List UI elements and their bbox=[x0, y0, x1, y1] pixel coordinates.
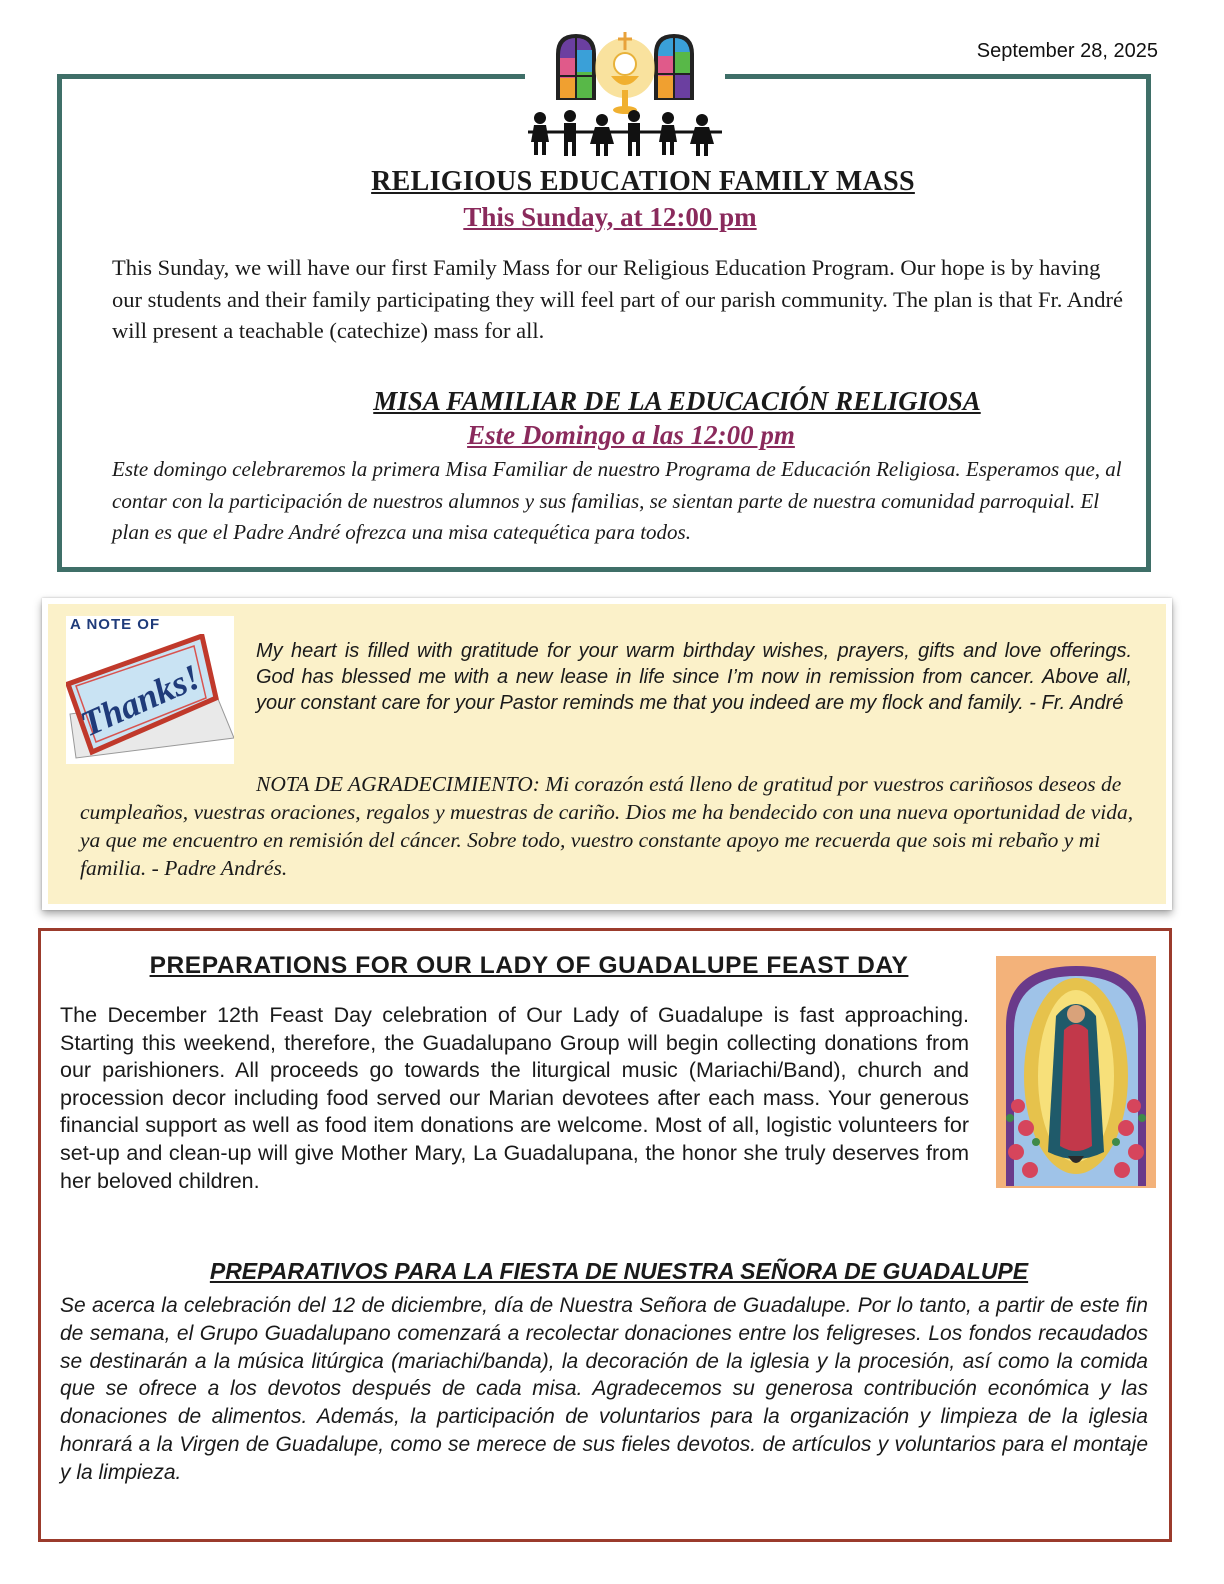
thanks-card-script: Thanks! bbox=[74, 656, 207, 745]
our-lady-of-guadalupe-image bbox=[996, 956, 1156, 1188]
guadalupe-body-en: The December 12th Feast Day celebration of Our Lady of Guadalupe is fast approaching. Starting this weekend, therefore, the Guadalupano Group will begin collecting donations from our parishioners. All proceeds go towards the liturgical music (Mariachi/Band), church and procession decor including food served our Marian devotees after each mass. Your generous financial support as well as food item donations are welcome. Most of all, logistic volunteers for set-up and clean-up will give Mother Mary, La Guadalupana, the honor she truly deserves from her beloved children. bbox=[60, 1003, 969, 1193]
thanks-note-body-en: My heart is filled with gratitude for your warm birthday wishes, prayers, gifts and love offerings. God has blessed me with a new lease in life since I’m now in remission from cancer. Above all, your constant care for your Pastor reminds me that you indeed are my flock and family. - Fr. André bbox=[256, 640, 1132, 714]
guadalupe-title-en: PREPARATIONS FOR OUR LADY OF GUADALUPE FEAST DAY bbox=[149, 952, 909, 979]
family-mass-time: This Sunday, at 12:00 pm bbox=[463, 202, 757, 232]
family-mass-body-en: This Sunday, we will have our first Family Mass for our Religious Education Program. Our hope is by having our students and their family participating they will feel part of our parish community. The plan is that Fr. André will present a teachable (catechize) mass for all. bbox=[112, 255, 1124, 343]
thanks-card-header: A NOTE OF bbox=[70, 616, 161, 633]
bulletin-date: September 28, 2025 bbox=[976, 40, 1158, 62]
family-mass-title: RELIGIOUS EDUCATION FAMILY MASS bbox=[371, 166, 915, 197]
thanks-note-body-es: NOTA DE AGRADECIMIENTO: Mi corazón está lleno de gratitud por vuestros cariñosos deseos de cumpleaños, vuestras oraciones, regalos y muestras de cariño. Dios me ha bendecido con una nueva oportunidad de vida, ya que me encuentro en remisión del cáncer. Sobre todo, vuestro constante apoyo me recuerda que sois mi rebaño y mi familia. - Padre Andrés. bbox=[80, 772, 1134, 880]
guadalupe-body-es: Se acerca la celebración del 12 de diciembre, día de Nuestra Señora de Guadalupe. Por lo tanto, a partir de este fin de semana, el Grupo Guadalupano comenzará a recolectar donaciones entre los feligreses. Los fondos recaudados se destinarán a la música litúrgica (mariachi/banda), la decoración de la iglesia y la procesión, así como la comida que se ofrece a los devotos después de cada misa. Agradecemos su generosa contribución económica y las donaciones de alimentos. Además, la participación de voluntarios para la organización y limpieza de la iglesia honrará a la Virgen de Guadalupe, como se merece de sus fieles devotos. de artículos y voluntarios para el montaje y la limpieza. bbox=[60, 1294, 1148, 1484]
misa-familiar-title: MISA FAMILIAR DE LA EDUCACIÓN RELIGIOSA bbox=[373, 386, 981, 416]
misa-familiar-time: Este Domingo a las 12:00 pm bbox=[467, 420, 795, 450]
thanks-card-icon bbox=[66, 634, 234, 764]
guadalupe-title-es: PREPARATIVOS PARA LA FIESTA DE NUESTRA SEÑORA DE GUADALUPE bbox=[209, 1258, 1029, 1284]
thanks-card-image bbox=[66, 616, 234, 764]
family-mass-body-es: Este domingo celebraremos la primera Misa Familiar de nuestro Programa de Educación Religiosa. Esperamos que, al contar con la participación de nuestros alumnos y sus familias, se sientan parte de nuestra comunidad parroquial. El plan es que el Padre André ofrezca una misa catequética para todos. bbox=[112, 457, 1122, 544]
church-family-logo bbox=[522, 28, 728, 162]
